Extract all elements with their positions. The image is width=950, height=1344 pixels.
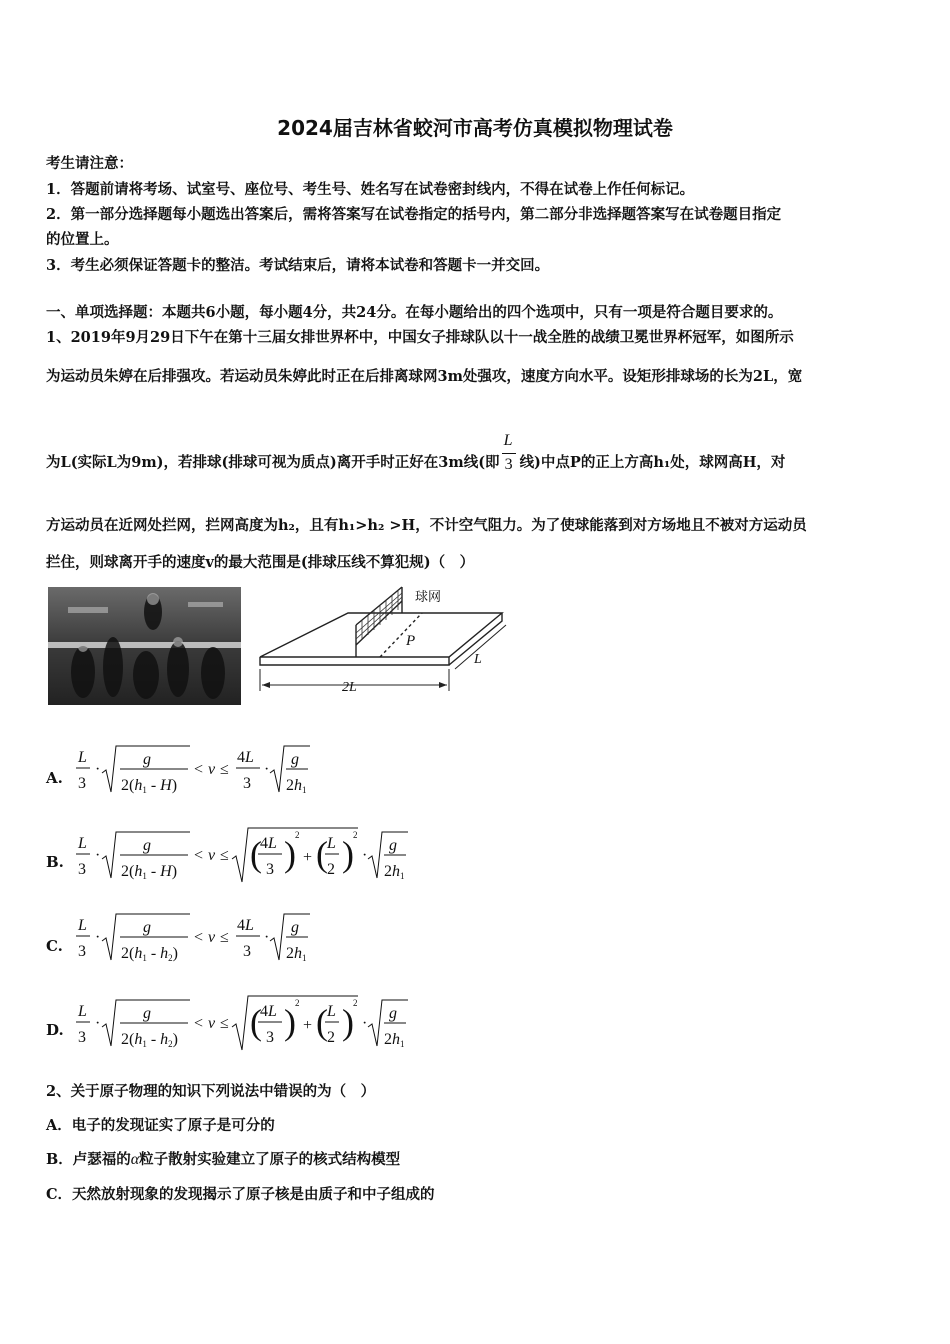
svg-text:(: ( — [316, 834, 328, 874]
svg-text:≤: ≤ — [220, 1015, 229, 1032]
q2-option-b — [46, 1148, 400, 1169]
net-top-rope — [356, 587, 402, 625]
svg-text:L: L — [78, 1003, 87, 1020]
option-label: C. — [46, 937, 63, 955]
svg-text:L: L — [78, 917, 87, 934]
svg-text:·: · — [95, 1015, 101, 1032]
svg-text:L: L — [78, 749, 87, 766]
point-p-label: P — [406, 633, 416, 649]
svg-text:g: g — [143, 1005, 151, 1022]
svg-text:2(h1 - h2): 2(h1 - h2) — [121, 1031, 178, 1049]
svg-text:): ) — [342, 1002, 354, 1042]
svg-text:<: < — [194, 1015, 204, 1032]
section-heading: 一、单项选择题：本题共6小题，每小题4分，共24分。在每小题给出的四个选项中，只有一项是符合题目要求的。 — [46, 304, 783, 321]
question-1-text — [46, 432, 786, 473]
svg-text:<: < — [194, 929, 204, 946]
fraction-l-over-3 — [500, 432, 520, 473]
option-text: 卢瑟福的 — [72, 1151, 131, 1168]
svg-text:·: · — [95, 929, 101, 946]
svg-text:L: L — [78, 835, 87, 852]
svg-text:g: g — [143, 837, 151, 854]
svg-text:3: 3 — [243, 943, 251, 960]
question-1-text: 1、2019年9月29日下午在第十三届女排世界杯中，中国女子排球队以十一战全胜的战绩卫冕世界杯冠军，如图所示 — [46, 329, 794, 346]
svg-text:·: · — [362, 1015, 368, 1032]
option-label: D. — [46, 1021, 64, 1039]
svg-text:·: · — [95, 847, 101, 864]
svg-text:3: 3 — [266, 861, 274, 878]
net-label: 球网 — [415, 590, 442, 605]
svg-text:2h1: 2h1 — [286, 777, 307, 795]
option-label: B. — [46, 853, 64, 871]
svg-text:<: < — [194, 847, 204, 864]
svg-text:g: g — [143, 919, 151, 936]
court-front-edge — [260, 657, 449, 665]
svg-text:4L: 4L — [260, 1003, 277, 1020]
svg-text:3: 3 — [243, 775, 251, 792]
svg-text:L: L — [327, 835, 336, 852]
svg-text:2: 2 — [327, 861, 335, 878]
svg-text:v: v — [208, 847, 216, 864]
option-b-formula — [72, 826, 422, 888]
svg-text:≤: ≤ — [220, 847, 229, 864]
width-label: L — [474, 652, 482, 667]
question-1-text: 方运动员在近网处拦网，拦网高度为h₂，且有h₁>h₂ >H，不计空气阻力。为了使球能落到对方场地且不被对方运动员 — [46, 517, 807, 534]
notice-item: 3．考生必须保证答题卡的整洁。考试结束后，请将本试卷和答题卡一并交回。 — [46, 257, 550, 274]
question-1-text: 拦住，则球离开手的速度v的最大范围是(排球压线不算犯规)（ ） — [46, 554, 475, 571]
court-diagram — [252, 585, 514, 705]
option-text: 天然放射现象的发现揭示了原子核是由质子和中子组成的 — [72, 1186, 435, 1203]
svg-text:·: · — [95, 761, 101, 778]
q2-option-c — [46, 1183, 435, 1204]
svg-text:2(h1 - H): 2(h1 - H) — [121, 777, 178, 795]
svg-text:2: 2 — [327, 1029, 335, 1046]
alpha-symbol: α — [130, 1151, 140, 1168]
svg-text:v: v — [208, 761, 216, 778]
option-label: A． — [46, 1117, 72, 1134]
question-1-text: 为运动员朱婷在后排强攻。若运动员朱婷此时正在后排离球网3m处强攻，速度方向水平。设矩形排球场的长为2L，宽 — [46, 368, 803, 385]
svg-text:2h1: 2h1 — [384, 1031, 405, 1049]
svg-text:·: · — [362, 847, 368, 864]
q1-line3-b: 线)中点P的正上方高h₁处，球网高H，对 — [519, 454, 786, 471]
svg-text:2(h1 - h2): 2(h1 - h2) — [121, 945, 178, 963]
option-d-formula — [72, 994, 422, 1056]
net-bottom-rope — [356, 601, 402, 645]
svg-text:3: 3 — [78, 861, 86, 878]
svg-text:g: g — [389, 1005, 397, 1022]
svg-text:(: ( — [250, 1002, 262, 1042]
fraction-numerator: L — [503, 432, 513, 449]
option-text: 电子的发现证实了原子是可分的 — [71, 1117, 275, 1134]
length-label: 2L — [342, 680, 357, 695]
svg-text:g: g — [143, 751, 151, 768]
option-c-formula — [72, 910, 402, 968]
svg-text:2(h1 - H): 2(h1 - H) — [121, 863, 178, 881]
svg-text:3: 3 — [78, 775, 86, 792]
svg-text:3: 3 — [78, 1029, 86, 1046]
notice-item: 1．答题前请将考场、试室号、座位号、考生号、姓名写在试卷密封线内，不得在试卷上作任何标记。 — [46, 181, 695, 198]
notice-item: 的位置上。 — [46, 231, 119, 248]
svg-text:4L: 4L — [260, 835, 277, 852]
question-2-stem: 2、关于原子物理的知识下列说法中错误的为（ ） — [46, 1083, 376, 1100]
svg-text:g: g — [389, 837, 397, 854]
q2-option-a — [46, 1114, 275, 1135]
svg-text:4L: 4L — [237, 749, 254, 766]
notice-heading: 考生请注意： — [46, 155, 133, 172]
svg-text:4L: 4L — [237, 917, 254, 934]
fraction-bar — [502, 453, 516, 454]
svg-text:<: < — [194, 761, 204, 778]
svg-text:≤: ≤ — [220, 761, 229, 778]
svg-text:2: 2 — [353, 830, 358, 840]
fraction-denominator: 3 — [504, 456, 513, 473]
q1-line3-a: 为L(实际L为9m)，若排球(排球可视为质点)离开手时正好在3m线(即 — [46, 454, 500, 471]
svg-text:g: g — [291, 751, 299, 768]
svg-text:3: 3 — [266, 1029, 274, 1046]
option-a-formula — [72, 742, 402, 800]
svg-text:): ) — [342, 834, 354, 874]
svg-text:·: · — [264, 929, 270, 946]
svg-text:2: 2 — [295, 998, 300, 1008]
option-text: 粒子散射实验建立了原子的核式结构模型 — [139, 1151, 401, 1168]
svg-text:2: 2 — [353, 998, 358, 1008]
arrow-right — [439, 682, 447, 688]
page-title: 2024届吉林省蛟河市高考仿真模拟物理试卷 — [277, 116, 673, 140]
svg-text:v: v — [208, 1015, 216, 1032]
option-label: C． — [46, 1186, 73, 1203]
svg-text:(: ( — [250, 834, 262, 874]
svg-text:+: + — [303, 849, 313, 866]
svg-text:): ) — [284, 834, 296, 874]
svg-text:(: ( — [316, 1002, 328, 1042]
net-mesh — [356, 590, 402, 640]
svg-text:+: + — [303, 1017, 313, 1034]
notice-item: 2．第一部分选择题每小题选出答案后，需将答案写在试卷指定的括号内，第二部分非选择题答案写在试卷题目指定 — [46, 206, 782, 223]
svg-text:g: g — [291, 919, 299, 936]
svg-text:·: · — [264, 761, 270, 778]
svg-text:v: v — [208, 929, 216, 946]
svg-text:L: L — [327, 1003, 336, 1020]
svg-text:2: 2 — [295, 830, 300, 840]
svg-text:3: 3 — [78, 943, 86, 960]
volleyball-photo — [48, 587, 241, 705]
svg-text:2h1: 2h1 — [286, 945, 307, 963]
arrow-left — [262, 682, 270, 688]
svg-text:≤: ≤ — [220, 929, 229, 946]
svg-text:2h1: 2h1 — [384, 863, 405, 881]
option-label: B． — [46, 1151, 73, 1168]
svg-text:): ) — [284, 1002, 296, 1042]
option-label: A. — [46, 769, 63, 787]
